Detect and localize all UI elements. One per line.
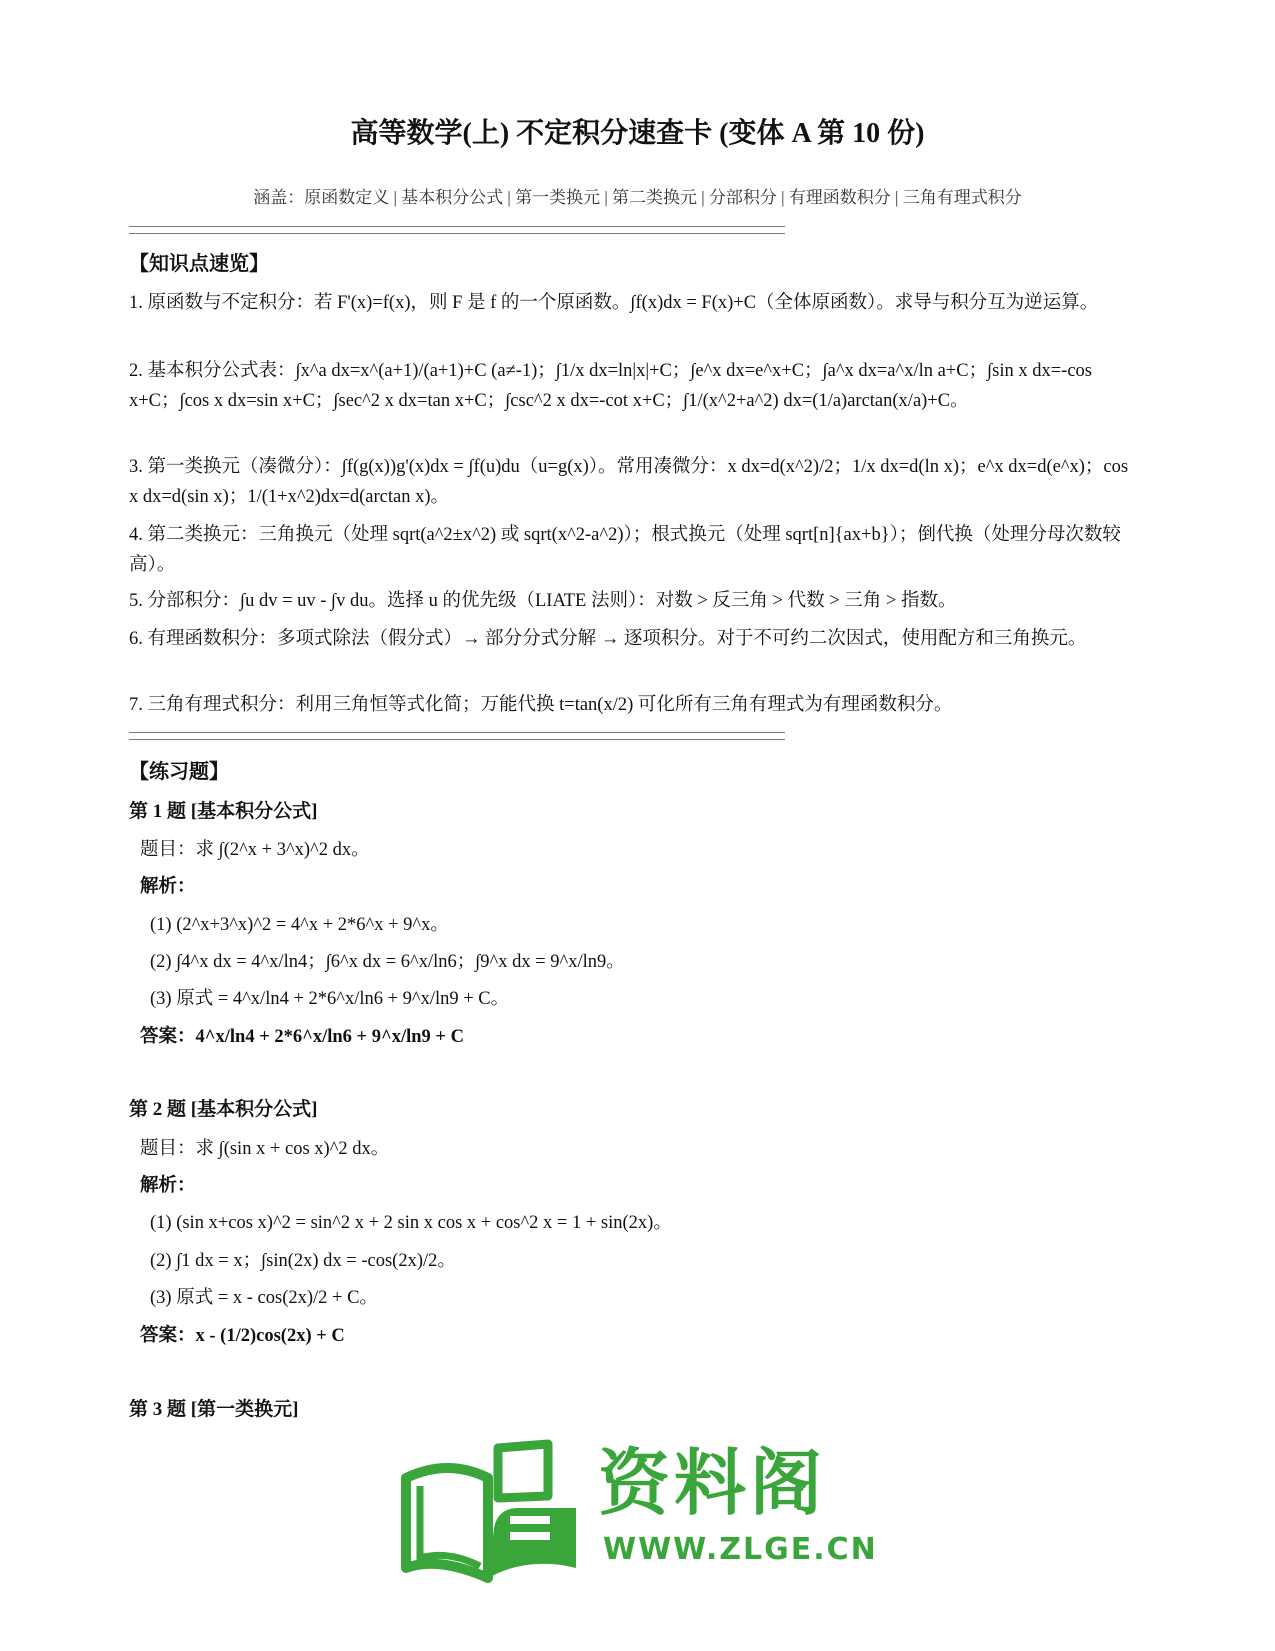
question-heading: 第 1 题 [基本积分公式] <box>129 801 318 822</box>
knowledge-point: 5. 分部积分：∫u dv = uv - ∫v du。选择 u 的优先级（LIATE 法则）：对数 > 反三角 > 代数 > 三角 > 指数。 <box>129 591 957 611</box>
knowledge-point: 1. 原函数与不定积分：若 F'(x)=f(x)，则 F 是 f 的一个原函数。∫f(x)dx = F(x)+C（全体原函数）。求导与积分互为逆运算。 <box>129 293 1099 313</box>
knowledge-section-heading: 【知识点速览】 <box>129 253 269 275</box>
question-prompt: 题目：求 ∫(2^x + 3^x)^2 dx。 <box>140 840 370 860</box>
analysis-label: 解析： <box>140 877 196 897</box>
knowledge-point: 7. 三角有理式积分：利用三角恒等式化简；万能代换 t=tan(x/2) 可化所有三角有理式为有理函数积分。 <box>129 695 953 715</box>
knowledge-point: 4. 第二类换元：三角换元（处理 sqrt(a^2±x^2) 或 sqrt(x^2-a^2)）；根式换元（处理 sqrt[n]{ax+b}）；倒代换（处理分母次数较高）。 <box>129 525 1121 575</box>
question-heading: 第 2 题 [基本积分公式] <box>129 1099 318 1120</box>
page-title: 高等数学(上) 不定积分速查卡 (变体 A 第 10 份) <box>350 118 925 149</box>
watermark-name: 资料阁 <box>598 1441 827 1525</box>
knowledge-point: 6. 有理函数积分：多项式除法（假分式）→ 部分分式分解 → 逐项积分。对于不可约二次因式，使用配方和三角换元。 <box>129 629 1087 649</box>
knowledge-point: 2. 基本积分公式表：∫x^a dx=x^(a+1)/(a+1)+C (a≠-1)；∫1/x dx=ln|x|+C；∫e^x dx=e^x+C；∫a^x dx=a^x/ln a+C；∫sin x dx=-cos x+C；∫cos x dx=sin x+C；∫sec^2 x dx=tan x+C；∫csc^2 x dx=-cot x+C；∫1/(x^2+a^2) dx=(1/a)arctan(x/a)+C。 <box>129 361 1092 411</box>
question-heading: 第 3 题 [第一类换元] <box>129 1399 299 1420</box>
solution-step: (2) ∫4^x dx = 4^x/ln4；∫6^x dx = 6^x/ln6；∫9^x dx = 9^x/ln9。 <box>150 952 625 972</box>
divider <box>129 226 785 234</box>
answer-line: 答案：4^x/ln4 + 2*6^x/ln6 + 9^x/ln9 + C <box>140 1027 464 1047</box>
solution-step: (3) 原式 = x - cos(2x)/2 + C。 <box>150 1288 378 1308</box>
knowledge-point: 3. 第一类换元（凑微分）：∫f(g(x))g'(x)dx = ∫f(u)du（u=g(x)）。常用凑微分：x dx=d(x^2)/2；1/x dx=d(ln x)；e^x dx=d(e^x)；cos x dx=d(sin x)；1/(1+x^2)dx=d(arctan x)。 <box>129 457 1129 507</box>
watermark-logo <box>398 1438 878 1588</box>
solution-step: (1) (sin x+cos x)^2 = sin^2 x + 2 sin x cos x + cos^2 x = 1 + sin(2x)。 <box>150 1213 672 1233</box>
divider <box>129 732 785 740</box>
answer-line: 答案：x - (1/2)cos(2x) + C <box>140 1326 345 1346</box>
analysis-label: 解析： <box>140 1176 196 1196</box>
solution-step: (3) 原式 = 4^x/ln4 + 2*6^x/ln6 + 9^x/ln9 + C。 <box>150 989 510 1009</box>
practice-section-heading: 【练习题】 <box>129 761 229 783</box>
solution-step: (1) (2^x+3^x)^2 = 4^x + 2*6^x + 9^x。 <box>150 915 449 935</box>
book-icon <box>398 1438 598 1588</box>
question-prompt: 题目：求 ∫(sin x + cos x)^2 dx。 <box>140 1139 390 1159</box>
solution-step: (2) ∫1 dx = x；∫sin(2x) dx = -cos(2x)/2。 <box>150 1251 456 1271</box>
watermark-url: WWW.ZLGE.CN <box>603 1532 878 1567</box>
page-subtitle: 涵盖：原函数定义 | 基本积分公式 | 第一类换元 | 第二类换元 | 分部积分 | 有理函数积分 | 三角有理式积分 <box>253 188 1022 207</box>
